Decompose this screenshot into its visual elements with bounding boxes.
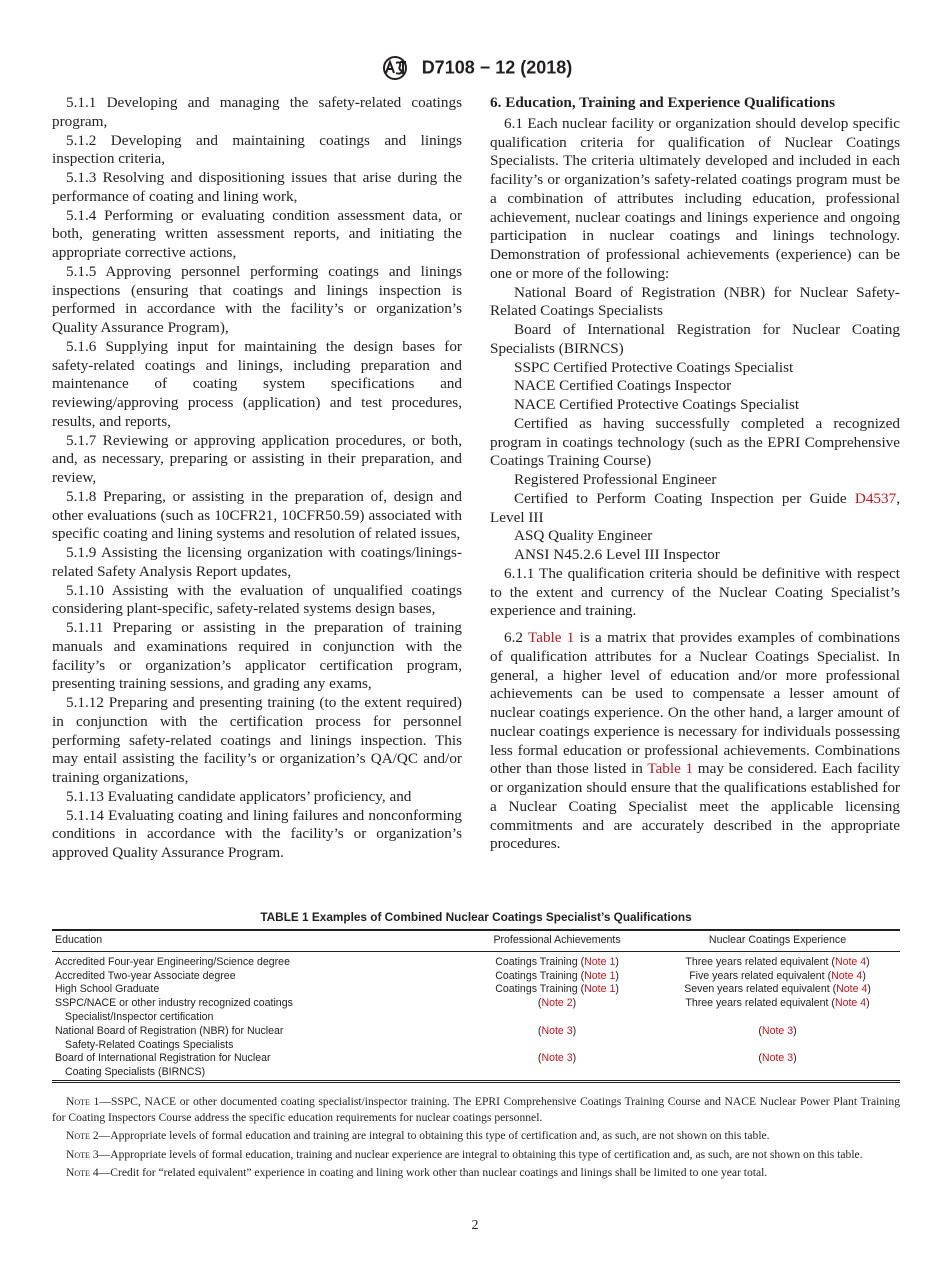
list-item: Certified as having successfully completed a recognized program in coatings technology (such as the EPRI Comprehensive Coatings Training Course) bbox=[490, 414, 900, 470]
table-header-row bbox=[52, 930, 900, 951]
table-row bbox=[52, 1025, 900, 1053]
note-label: Note 4 bbox=[66, 1166, 99, 1179]
astm-logo-icon bbox=[378, 56, 412, 80]
note-3 bbox=[52, 1147, 900, 1163]
header-professional-achievements: Professional Achievements bbox=[493, 934, 621, 946]
note-text: —Credit for “related equivalent” experience in coating and lining work other than nuclear coatings and linings shall be limited to one year total. bbox=[98, 1166, 768, 1179]
achievement-cell bbox=[459, 983, 654, 997]
note-link[interactable]: Note 3 bbox=[761, 1052, 794, 1065]
note-label: Note 2 bbox=[66, 1129, 99, 1142]
text: 6.2 bbox=[504, 629, 528, 646]
paren: ) bbox=[615, 983, 619, 996]
education-cell bbox=[52, 1052, 459, 1081]
achievement-cell bbox=[459, 970, 654, 984]
paragraph-5-1-10: 5.1.10 Assisting with the evaluation of unqualified coatings considering plant-specific, safety-related systems design bases, bbox=[52, 581, 462, 618]
paren: ) bbox=[867, 983, 871, 996]
standard-designation: D7108 − 12 (2018) bbox=[421, 57, 573, 78]
paren: ) bbox=[866, 955, 870, 968]
table-row bbox=[52, 951, 900, 969]
text: is a matrix that provides examples of combinations of qualification attributes for a Nuclear Coatings Specialist. In general, a higher level of education and/or more professional achievements can be used to compensate a lesser amount of nuclear coatings experience. On the other hand, a larger amount of nuclear coatings experience is necessary for individuals possessing less formal education or professional achievements. Combinations other than those listed in bbox=[490, 629, 900, 778]
paragraph-5-1-14: 5.1.14 Evaluating coating and lining failures and nonconforming conditions in accordance with the facility’s or organization’s approved Quality Assurance Program. bbox=[52, 806, 462, 861]
table-1 bbox=[52, 910, 900, 1083]
cell-text: Three years related equivalent ( bbox=[685, 955, 835, 968]
paragraph-5-1-13: 5.1.13 Evaluating candidate applicators’ proficiency, and bbox=[66, 787, 412, 805]
list-item: Registered Professional Engineer bbox=[514, 471, 717, 488]
note-link[interactable]: Note 4 bbox=[836, 983, 868, 996]
experience-cell bbox=[654, 1052, 900, 1081]
education-cell bbox=[52, 997, 459, 1025]
paragraph-6-1-1: 6.1.1 The qualification criteria should be definitive with respect to the extent and currency of the Nuclear Coating Specialist’s experience and training. bbox=[490, 564, 900, 620]
paren: ) bbox=[615, 955, 619, 968]
text: may be considered. Each facility or organization should ensure that the qualifications established for a Nuclear Coating Specialist meet the applicable licensing commitments and are accurately described in the appropriate procedures. bbox=[490, 760, 900, 853]
list-item: ASQ Quality Engineer bbox=[514, 527, 653, 545]
note-link[interactable]: Note 3 bbox=[761, 1024, 794, 1037]
item-text: , Level III bbox=[490, 489, 900, 526]
cell-text: Seven years related equivalent ( bbox=[684, 983, 837, 996]
cell-text: Safety-Related Coatings Specialists bbox=[65, 1038, 234, 1051]
paren: ) bbox=[793, 1052, 797, 1065]
cell-text: National Board of Registration (NBR) for Nuclear bbox=[55, 1024, 284, 1037]
cell-text: Coating Specialists (BIRNCS) bbox=[65, 1066, 206, 1079]
achievement-cell bbox=[459, 1052, 654, 1081]
item-text: Certified to Perform Coating Inspection per Guide bbox=[514, 489, 855, 507]
paragraph-5-1-11: 5.1.11 Preparing or assisting in the preparation of training manuals and examinations required in conjunction with the facility’s or organization’s applicator certification program, presenting training sessions, and grading any exams, bbox=[52, 619, 462, 693]
table-row bbox=[52, 997, 900, 1025]
cell-text: ( bbox=[758, 1024, 762, 1037]
paragraph-5-1-6: 5.1.6 Supplying input for maintaining the design bases for safety-related coatings and linings, including preparation and maintenance of coating system specifications and reviewing/approving process (application) and test procedures, results, and reports, bbox=[52, 337, 462, 430]
header-nuclear-experience: Nuclear Coatings Experience bbox=[708, 934, 847, 946]
paragraph-5-1-12: 5.1.12 Preparing and presenting training (to the extent required) in conjunction with the certification process for personnel performing safety-related coatings and linings inspection. This may entail assisting the facility’s or organization’s QA/QC and/or training organizations, bbox=[52, 694, 462, 786]
experience-cell bbox=[654, 1025, 900, 1053]
cell-text: ( bbox=[537, 1024, 542, 1037]
cell-text: Specialist/Inspector certification bbox=[65, 1010, 214, 1023]
note-text: —SSPC, NACE or other documented coating specialist/inspector training. The EPRI Comprehensive Coatings Training Course and NACE Nuclear Power Plant Training for Coating Inspectors Course address the specific education requirements for nuclear coatings personnel. bbox=[52, 1095, 900, 1124]
paren: ) bbox=[862, 969, 866, 982]
note-label: Note 3 bbox=[66, 1147, 99, 1161]
cell-text: Coatings Training ( bbox=[495, 969, 585, 982]
note-link[interactable]: Note 4 bbox=[831, 969, 863, 982]
paragraph-5-1-7: 5.1.7 Reviewing or approving application procedures, or both, and, as necessary, preparing or assisting in their preparation, and review, bbox=[52, 431, 462, 486]
paragraph-5-1-9: 5.1.9 Assisting the licensing organization with coatings/linings-related Safety Analysis Report updates, bbox=[52, 544, 462, 580]
header-education: Education bbox=[55, 934, 103, 946]
note-2 bbox=[52, 1128, 900, 1144]
education-cell bbox=[52, 1025, 459, 1053]
paragraph-5-1-1: 5.1.1 Developing and managing the safety-related coatings program, bbox=[52, 94, 462, 130]
paragraph-5-1-5: 5.1.5 Approving personnel performing coatings and linings inspections (ensuring that coatings and linings inspection is performed in accordance with the facility’s or organization’s Quality Assurance Program), bbox=[52, 262, 462, 336]
cell-text: ( bbox=[537, 997, 542, 1010]
table-notes bbox=[52, 1094, 900, 1184]
note-link[interactable]: Note 1 bbox=[584, 983, 616, 996]
note-link[interactable]: Note 1 bbox=[584, 969, 616, 982]
page-number: 2 bbox=[471, 1218, 479, 1233]
cell-text: ( bbox=[537, 1052, 542, 1065]
cell-text: High School Graduate bbox=[55, 983, 160, 996]
paragraph-6-2 bbox=[490, 629, 900, 854]
paren: ) bbox=[572, 1052, 577, 1065]
note-link[interactable]: Note 2 bbox=[541, 997, 573, 1010]
list-item: National Board of Registration (NBR) for Nuclear Safety-Related Coatings Specialists bbox=[490, 283, 900, 320]
paragraph-5-1-2: 5.1.2 Developing and maintaining coatings and linings inspection criteria, bbox=[52, 131, 462, 168]
list-item: ANSI N45.2.6 Level III Inspector bbox=[514, 546, 720, 563]
achievement-cell bbox=[459, 997, 654, 1025]
paren: ) bbox=[866, 997, 870, 1010]
d4537-link[interactable]: D4537 bbox=[854, 489, 897, 507]
note-label: Note 1 bbox=[66, 1095, 100, 1108]
page-header bbox=[0, 56, 950, 80]
table-title: TABLE 1 Examples of Combined Nuclear Coatings Specialist’s Qualifications bbox=[260, 910, 692, 924]
education-cell bbox=[52, 970, 459, 984]
left-column bbox=[52, 94, 462, 863]
right-column bbox=[490, 94, 900, 854]
experience-cell bbox=[654, 997, 900, 1025]
paragraph-5-1-3: 5.1.3 Resolving and dispositioning issues that arise during the performance of coating and lining work, bbox=[52, 169, 462, 205]
note-link[interactable]: Note 4 bbox=[834, 997, 867, 1010]
note-text: —Appropriate levels of formal education, training and nuclear experience are integral to obtaining this type of certification and, as such, are not shown on this table. bbox=[98, 1147, 863, 1161]
cell-text: Coatings Training ( bbox=[495, 983, 585, 996]
list-item: SSPC Certified Protective Coatings Specialist bbox=[514, 358, 794, 376]
education-cell bbox=[52, 951, 459, 969]
paragraph-6-1: 6.1 Each nuclear facility or organization should develop specific qualification criteria for qualification of Nuclear Coatings Specialists. The criteria ultimately developed and included in each facility’s or organization’s safety-related coatings program must be a combination of attributes including education, professional achievement, nuclear coatings and linings experience and ongoing participation in nuclear coatings and linings technology. Demonstration of professional achievements (experience) can be one or more of the following: bbox=[490, 114, 900, 282]
paragraph-5-1-4: 5.1.4 Performing or evaluating condition assessment data, or both, generating written assessment reports, and initiating the appropriate corrective actions, bbox=[52, 206, 462, 261]
experience-cell bbox=[654, 951, 900, 969]
paren: ) bbox=[572, 997, 577, 1010]
list-item: NACE Certified Coatings Inspector bbox=[514, 377, 732, 395]
table-row bbox=[52, 983, 900, 997]
table-row bbox=[52, 970, 900, 984]
section-heading: 6. Education, Training and Experience Qualifications bbox=[490, 94, 835, 111]
experience-cell bbox=[654, 983, 900, 997]
cell-text: Three years related equivalent ( bbox=[685, 997, 835, 1010]
cell-text: Coatings Training ( bbox=[495, 955, 585, 968]
note-link[interactable]: Note 3 bbox=[541, 1024, 573, 1037]
cell-text: ( bbox=[758, 1052, 762, 1065]
cell-text: SSPC/NACE or other industry recognized coatings bbox=[55, 997, 293, 1010]
note-1 bbox=[52, 1094, 900, 1125]
experience-cell bbox=[654, 970, 900, 984]
note-link[interactable]: Note 4 bbox=[834, 955, 867, 968]
table-row bbox=[52, 1052, 900, 1081]
note-link[interactable]: Note 1 bbox=[584, 955, 616, 968]
table-1-link[interactable]: Table 1 bbox=[647, 760, 694, 778]
education-cell bbox=[52, 983, 459, 997]
achievement-cell bbox=[459, 951, 654, 969]
cell-text: Accredited Four-year Engineering/Science degree bbox=[55, 955, 290, 968]
paren: ) bbox=[615, 969, 619, 982]
list-item bbox=[490, 490, 900, 528]
qualifications-table bbox=[52, 929, 900, 1083]
table-1-link[interactable]: Table 1 bbox=[527, 629, 575, 646]
paren: ) bbox=[793, 1024, 797, 1037]
achievement-cell bbox=[459, 1025, 654, 1053]
paragraph-5-1-8: 5.1.8 Preparing, or assisting in the preparation of, design and other evaluations (such as 10CFR21, 10CFR50.59) associated with specific coating and lining systems and resolution of related issues, bbox=[52, 487, 462, 543]
list-item: NACE Certified Protective Coatings Specialist bbox=[514, 396, 800, 413]
list-item: Board of International Registration for Nuclear Coating Specialists (BIRNCS) bbox=[490, 321, 900, 357]
cell-text: Board of International Registration for Nuclear bbox=[55, 1052, 271, 1065]
note-4 bbox=[52, 1165, 900, 1181]
note-text: —Appropriate levels of formal education and training are integral to obtaining this type of certification and, as such, are not shown on this table. bbox=[98, 1129, 770, 1142]
paren: ) bbox=[572, 1024, 577, 1037]
cell-text: Five years related equivalent ( bbox=[689, 969, 832, 982]
note-link[interactable]: Note 3 bbox=[541, 1052, 573, 1065]
cell-text: Accredited Two-year Associate degree bbox=[55, 969, 236, 982]
